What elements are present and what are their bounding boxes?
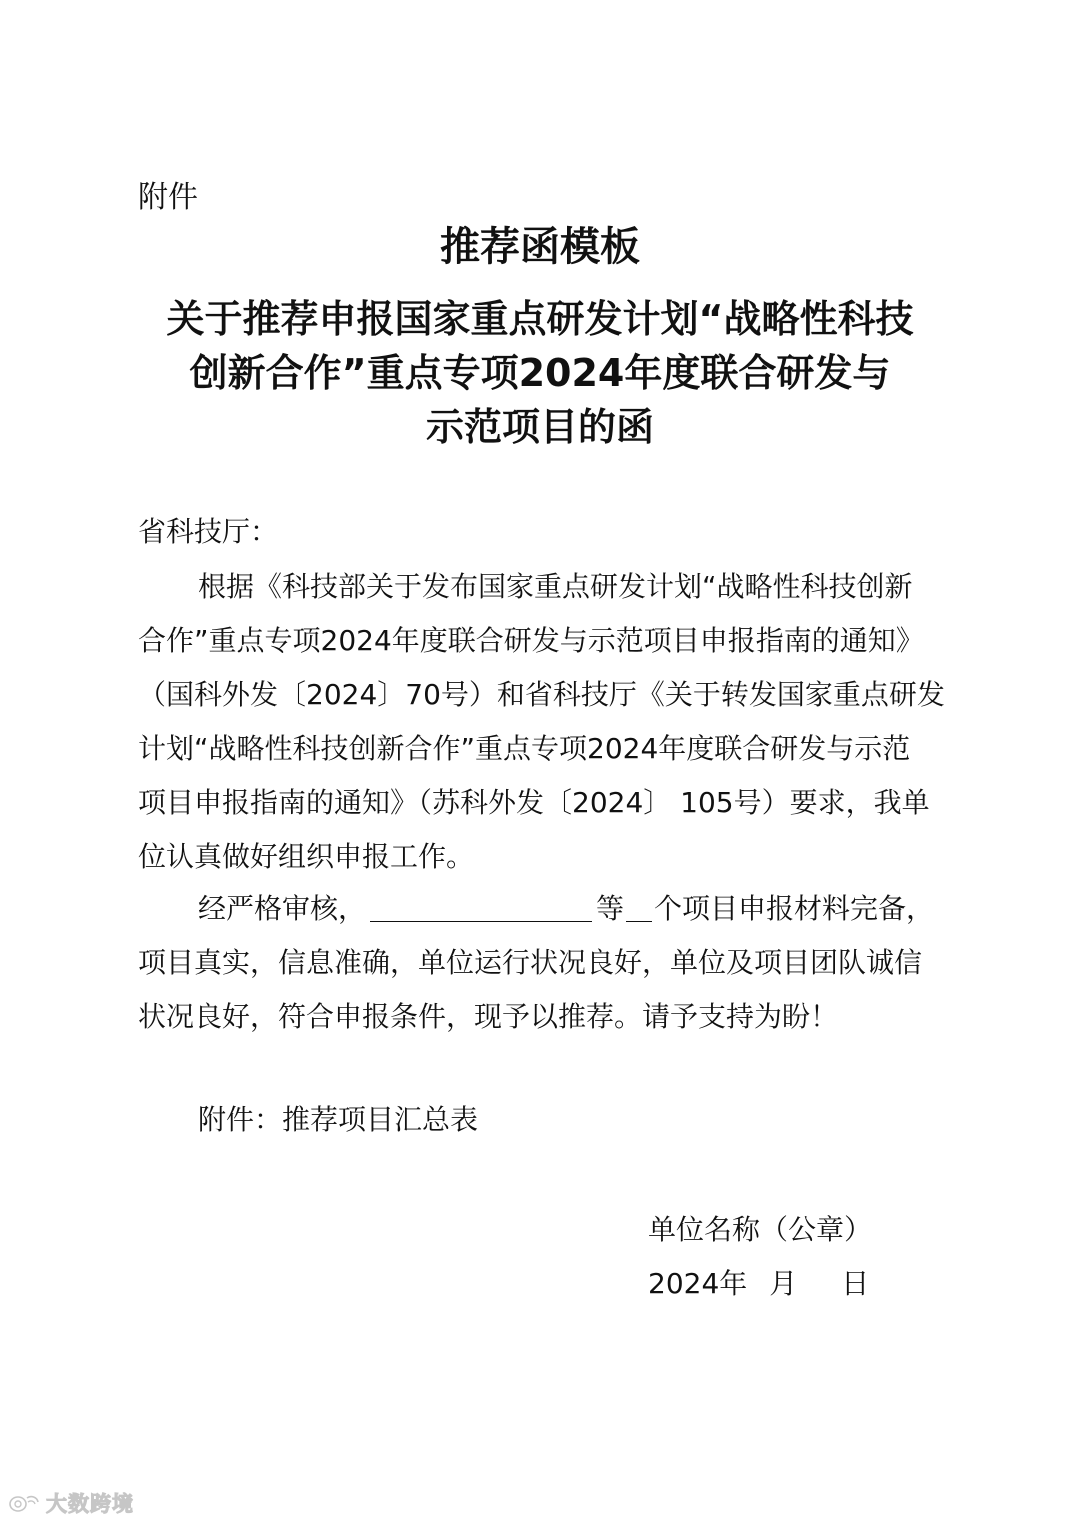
project-count-blank[interactable]	[626, 891, 652, 922]
paragraph-line: 位认真做好组织申报工作。	[138, 840, 475, 873]
paragraph-line: 状况良好，符合申报条件，现予以推荐。请予支持为盼！	[138, 1000, 839, 1033]
paragraph-line	[138, 882, 946, 936]
project-name-blank[interactable]	[370, 891, 592, 922]
paragraph-basis	[138, 560, 946, 884]
signature-date	[648, 1262, 869, 1306]
paragraph-line: 项目真实，信息准确，单位运行状况良好，单位及项目团队诚信	[138, 946, 923, 979]
paragraph-line: 合作”重点专项2024年度联合研发与示范项目申报指南的通知》	[138, 624, 924, 657]
main-title-line: 示范项目的函	[425, 405, 654, 449]
main-title-line: 关于推荐申报国家重点研发计划“战略性科技	[166, 297, 914, 341]
weibo-eye-logo-icon	[8, 1493, 40, 1513]
watermark	[8, 1488, 134, 1518]
review-prefix: 经严格审核，	[198, 892, 367, 925]
salutation: 省科技厅：	[138, 515, 279, 548]
paragraph-line: （国科外发〔2024〕70号）和省科技厅《关于转发国家重点研发	[138, 678, 945, 711]
watermark-text: 大数跨境	[46, 1492, 134, 1516]
review-suffix: 个项目申报材料完备，	[654, 892, 935, 925]
paragraph-line: 项目申报指南的通知》（苏科外发〔2024〕 105号）要求，我单	[138, 786, 930, 819]
paragraph-line: 计划“战略性科技创新合作”重点专项2024年度联合研发与示范	[138, 732, 911, 765]
date-month: 月	[769, 1267, 798, 1300]
appendix-note: 附件：推荐项目汇总表	[198, 1103, 479, 1136]
date-year: 2024年	[648, 1267, 748, 1300]
paragraph-recommendation	[138, 882, 946, 1044]
attachment-label: 附件	[138, 180, 198, 215]
date-day: 日	[841, 1267, 870, 1300]
review-mid: 等	[596, 892, 625, 925]
main-title	[100, 292, 980, 454]
paragraph-line: 根据《科技部关于发布国家重点研发计划“战略性科技创新	[198, 570, 913, 603]
main-title-line: 创新合作”重点专项2024年度联合研发与	[189, 351, 891, 395]
signature-unit-name: 单位名称（公章）	[648, 1213, 873, 1246]
template-title: 推荐函模板	[440, 224, 640, 270]
